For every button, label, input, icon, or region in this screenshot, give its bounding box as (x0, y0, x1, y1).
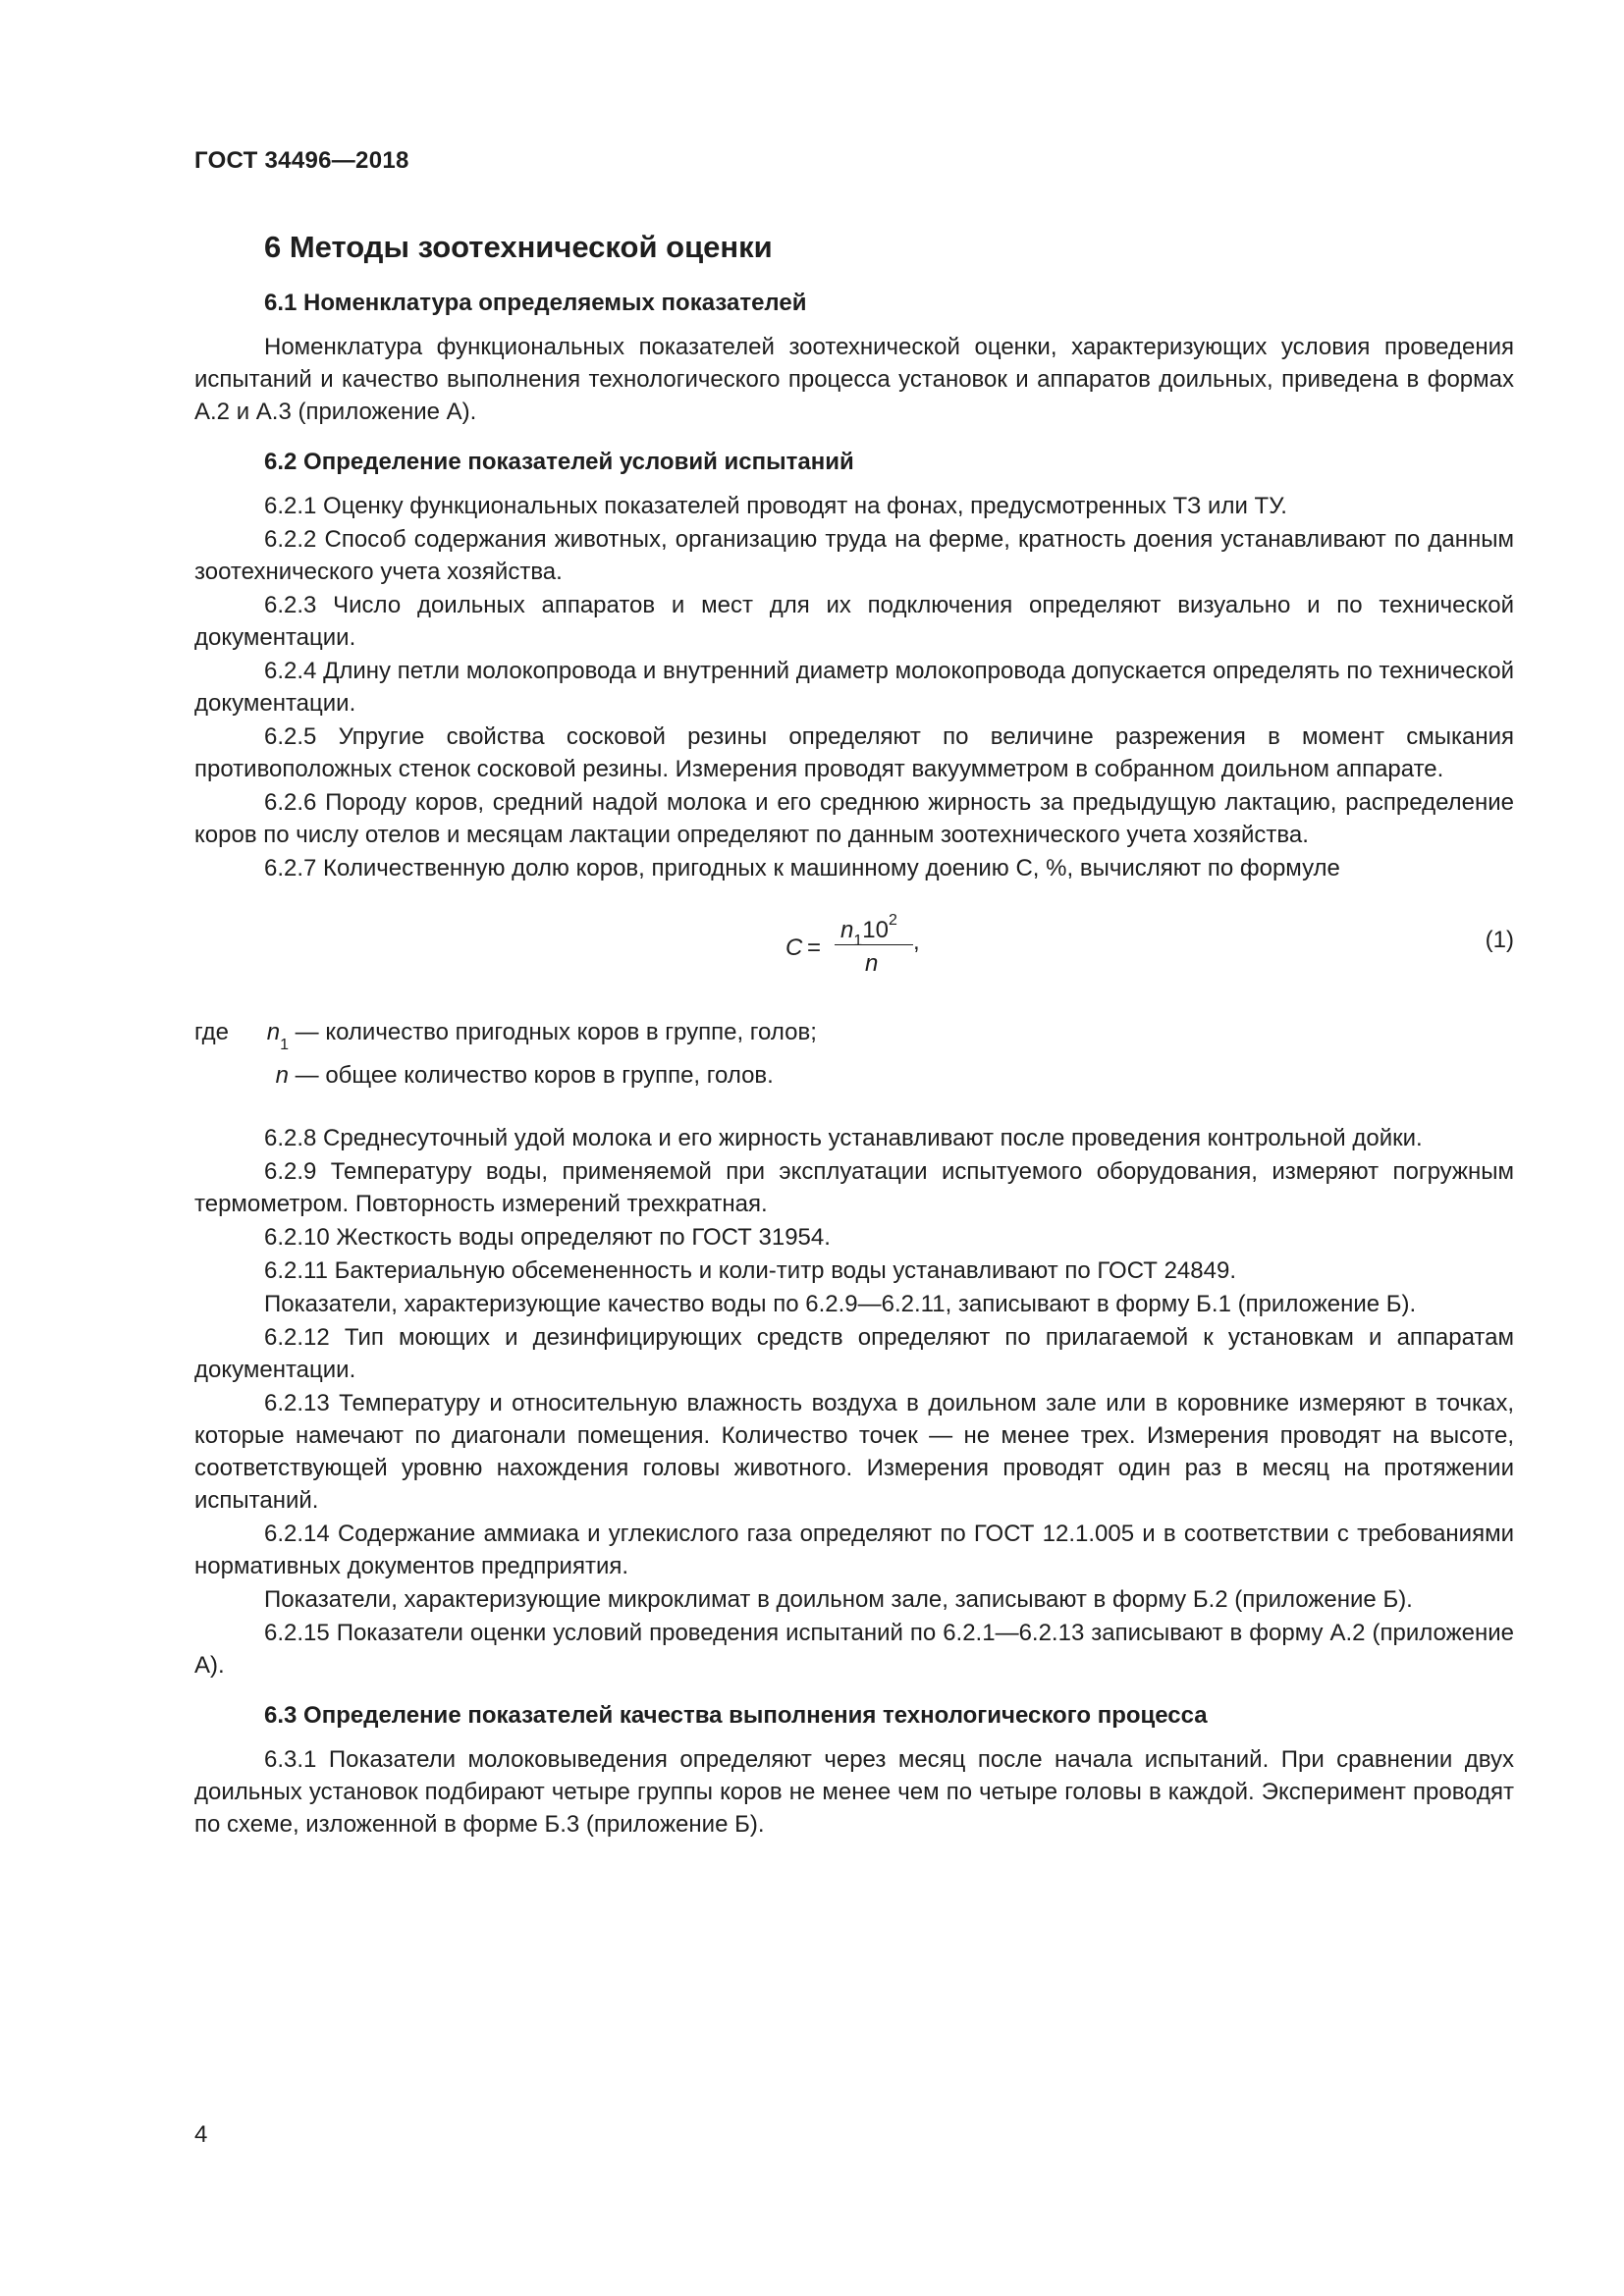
formula-number: (1) (1485, 927, 1514, 953)
numerator-sub: 1 (853, 932, 863, 949)
paragraph-6-2-13: 6.2.13 Температуру и относительную влажность воздуха в доильном зале или в коровнике измеряют в точках, которые намечают по диагонали помещения. Количество точек — не менее трех. Измерения проводят на высоте, соответствующей уровню нахождения головы животного. Измерения проводят один раз в месяц на протяжении испытаний. (194, 1390, 1514, 1514)
legend-lead: где (194, 1019, 230, 1045)
legend-var-n1 (265, 1016, 289, 1057)
numerator-var: n (840, 917, 854, 943)
paragraph-6-2-8: 6.2.8 Среднесуточный удой молока и его жирность устанавливают после проведения контрольной дойки. (264, 1125, 1423, 1151)
paragraph-6-2-12: 6.2.12 Тип моющих и дезинфицирующих средств определяют по прилагаемой к установкам и аппаратам документации. (194, 1324, 1514, 1383)
numerator-exp: 2 (888, 912, 897, 929)
paragraph-6-1: Номенклатура функциональных показателей зоотехнической оценки, характеризующих условия проведения испытаний и качество выполнения технологического процесса установок и аппаратов доильных, приведена в формах А.2 и А.3 (приложение А). (194, 334, 1514, 425)
paragraph-6-2-3: 6.2.3 Число доильных аппаратов и мест для их подключения определяют визуально и по технической документации. (194, 592, 1514, 651)
paragraph-6-2-10: 6.2.10 Жесткость воды определяют по ГОСТ 31954. (264, 1224, 831, 1251)
section-6-title: 6 Методы зоотехнической оценки (264, 230, 773, 264)
section-6-1-title: 6.1 Номенклатура определяемых показателей (264, 290, 807, 316)
page-number: 4 (194, 2121, 208, 2148)
document-body (194, 228, 1514, 1842)
legend-var-n: n (275, 1062, 289, 1089)
paragraph-6-2-15: 6.2.15 Показатели оценки условий проведения испытаний по 6.2.1—6.2.13 записывают в форму А.2 (приложение А). (194, 1620, 1514, 1679)
paragraph-6-2-14: 6.2.14 Содержание аммиака и углекислого газа определяют по ГОСТ 12.1.005 и в соответствии с требованиями нормативных документов предприятия. (194, 1521, 1514, 1579)
paragraph-6-3-1: 6.3.1 Показатели молоковыведения определяют через месяц после начала испытаний. При сравнении двух доильных установок подбирают четыре группы коров не менее чем по четыре головы в каждой. Эксперимент проводят по схеме, изложенной в форме Б.3 (приложение Б). (194, 1746, 1514, 1838)
formula-legend (194, 1010, 1514, 1108)
section-6-2-title: 6.2 Определение показателей условий испытаний (264, 449, 854, 475)
formula-1 (194, 892, 1514, 1010)
legend-var-n1-base: n (266, 1019, 281, 1045)
paragraph-6-2-2: 6.2.2 Способ содержания животных, организацию труда на ферме, кратность доения устанавливают по данным зоотехнического учета хозяйства. (194, 526, 1514, 585)
paragraph-6-2-5: 6.2.5 Упругие свойства сосковой резины определяют по величине разрежения в момент смыкания противоположных стенок сосковой резины. Измерения проводят вакуумметром в собранном доильном аппарате. (194, 723, 1514, 782)
paragraph-microclimate: Показатели, характеризующие микроклимат в доильном зале, записывают в форму Б.2 (приложение Б). (264, 1586, 1413, 1613)
formula-expression (785, 908, 923, 987)
formula-denominator: n (865, 950, 879, 977)
formula-lhs: C (785, 934, 803, 961)
paragraph-water-quality: Показатели, характеризующие качество воды по 6.2.9—6.2.11, записывают в форму Б.1 (приложение Б). (264, 1291, 1417, 1317)
legend-var-n1-sub: 1 (280, 1036, 289, 1053)
legend-text-n: — общее количество коров в группе, голов. (289, 1062, 774, 1089)
paragraph-6-2-11: 6.2.11 Бактериальную обсемененность и коли-титр воды устанавливают по ГОСТ 24849. (264, 1257, 1236, 1284)
paragraph-6-2-7: 6.2.7 Количественную долю коров, пригодных к машинному доению C, %, вычисляют по формуле (264, 855, 1340, 881)
section-6-3-title: 6.3 Определение показателей качества выполнения технологического процесса (264, 1702, 1208, 1729)
formula-equals: = (807, 934, 822, 961)
paragraph-6-2-9: 6.2.9 Температуру воды, применяемой при эксплуатации испытуемого оборудования, измеряют погружным термометром. Повторность измерений трехкратная. (194, 1158, 1514, 1217)
fraction-bar (835, 944, 913, 945)
legend-row-n (194, 1059, 774, 1092)
paragraph-6-2-6: 6.2.6 Породу коров, средний надой молока и его среднюю жирность за предыдущую лактацию, распределение коров по числу отелов и месяцам лактации определяют по данным зоотехнического учета хозяйства. (194, 789, 1514, 848)
formula-comma: , (913, 929, 920, 955)
legend-row-n1 (194, 1016, 817, 1057)
paragraph-6-2-1: 6.2.1 Оценку функциональных показателей проводят на фонах, предусмотренных ТЗ или ТУ. (264, 493, 1287, 519)
paragraph-6-2-4: 6.2.4 Длину петли молокопровода и внутренний диаметр молокопровода допускается определять по технической документации. (194, 658, 1514, 717)
legend-text-n1: — количество пригодных коров в группе, голов; (289, 1019, 817, 1045)
numerator-base: 10 (862, 917, 889, 943)
document-header: ГОСТ 34496—2018 (194, 147, 409, 174)
